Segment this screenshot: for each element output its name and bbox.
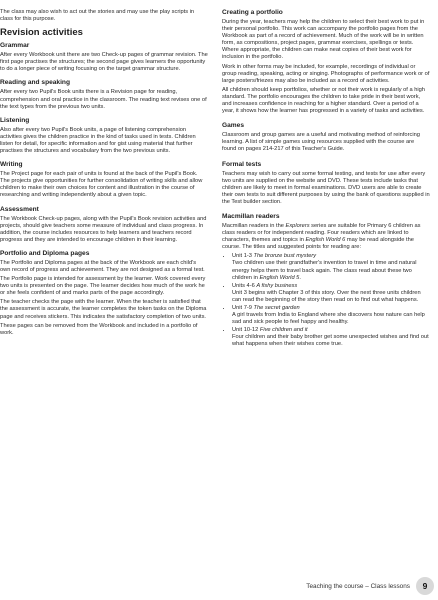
creating-portfolio-paragraph: Work in other forms may be included, for example, recordings of individual or group reading, speaking, acting or singing. Photographs of performance work or of large posters/friezes may also be included as a record of activities. <box>222 63 430 84</box>
footer-section-title: Teaching the course – Class lessons <box>306 582 410 590</box>
creating-portfolio-heading: Creating a portfolio <box>222 9 283 16</box>
formal-tests-paragraph: Teachers may wish to carry out some formal testing, and tests for use after every two units are supplied on the website and DVD. These tests include tasks that children are likely to meet in formal examinations. DVD users are able to create their own tests to suit different purposes by using the bank of questions supplied in the Test builder section. <box>222 170 430 205</box>
assessment-paragraph: The Workbook Check-up pages, along with the Pupil's Book revision activities and projects, should give teachers some measure of individual and class progress. In addition, the course includes resources to help learners and teachers record progress and they are intended to encourage children in their learning. <box>0 215 207 243</box>
page-heading: Revision activities <box>0 27 83 39</box>
portfolio-diploma-heading: Portfolio and Diploma pages <box>0 249 90 257</box>
reader-title-item: • Unit 10-12 Five children and it Four children and their baby brother get some unexpected wishes and find out what happens when their wishes come true. <box>232 327 430 348</box>
reader-title-item: • Units 4-6 A fishy business Unit 3 begins with Chapter 3 of this story. Over the next three units children can read the beginning of the story then read on to find out what happens. <box>232 283 430 304</box>
reading-speaking-heading: Reading and speaking <box>0 79 70 87</box>
reading-speaking-paragraph: After every two Pupil's Book units there is a Revision page for reading, comprehension and oral practice in the classroom. The reading text revises one of the text types from the previous two units. <box>0 89 207 110</box>
formal-tests-heading: Formal tests <box>222 160 262 168</box>
macmillan-readers-paragraph: Macmillan readers in the Explorers series are suitable for Primary 6 children as class readers or for independent reading. Four readers which are linked to characters, themes and topics in English World 6 may be read alongside the course. The titles and suggested points for reading are: <box>222 222 421 251</box>
games-heading: Games <box>222 122 244 130</box>
grammar-paragraph: After every Workbook unit there are two Check-up pages of grammar revision. The first page practises the structures; the second page gives learners the opportunity to do a longer piece of writing focusing on the target grammar structure. <box>0 52 208 73</box>
page-number-badge: 9 <box>416 577 434 595</box>
creating-portfolio-paragraph: All children should keep portfolios, whether or not their work is regularly of a high standard. The portfolio encourages the children to take pride in their best work, and increases confidence in reaching for a higher standard. Over a period of a year, it shows how the learner has progressed in a variety of tasks and activities. <box>222 86 425 115</box>
portfolio-diploma-paragraph: The Portfolio page is intended for assessment by the learner. Work covered every two units is presented on the page. The learner decides how much of the work he or she feels confident of and marks parts of the page accordingly. <box>0 276 206 297</box>
portfolio-diploma-paragraph: These pages can be removed from the Workbook and included in a portfolio of work. <box>0 322 198 336</box>
grammar-heading: Grammar <box>0 42 30 50</box>
reader-title-item: • Unit 7-9 The secret garden A girl travels from India to England where she discovers how nature can help sad and sick people to feel happy and healthy. <box>232 305 430 326</box>
reader-titles-list <box>222 253 430 348</box>
macmillan-readers-heading: Macmillan readers <box>222 212 280 220</box>
listening-heading: Listening <box>0 116 30 124</box>
portfolio-diploma-paragraph: The Portfolio and Diploma pages at the back of the Workbook are each child's own record of progress and achievement. They are not designed as a formal test. <box>0 259 205 273</box>
left-column <box>0 9 208 339</box>
writing-heading: Writing <box>0 161 23 169</box>
games-paragraph: Classroom and group games are a useful and motivating method of reinforcing learning. A list of simple games using resources supplied with the course are found on pages 214-217 of this Teacher's Guide. <box>222 132 420 153</box>
writing-paragraph: The Project page for each pair of units is found at the back of the Pupil's Book. The projects give opportunities for further consolidation of writing skills and allow children to make their own choices for content and illustration in the course of researching and writing independently about a given topic. <box>0 171 203 199</box>
right-column <box>222 9 430 350</box>
intro-paragraph: The class may also wish to act out the stories and may use the play scripts in class for this purpose. <box>0 9 195 23</box>
portfolio-diploma-paragraph: The teacher checks the page with the learner. When the teacher is satisfied that the assessment is accurate, the learner completes the token tasks on the Diploma page and receives stickers. This indicates the satisfactory completion of two units. <box>0 299 207 320</box>
page-footer <box>306 576 434 596</box>
reader-title-item: • Unit 1-3 The bronze bust mystery Two children use their grandfather's invention to travel in time and natural energy helps them to travel back again. The class read about these two children in English World 5. <box>232 253 430 281</box>
assessment-heading: Assessment <box>0 205 39 213</box>
creating-portfolio-paragraph: During the year, teachers may help the children to select their best work to put in their personal portfolio. This work can accompany the portfolio pages from the Workbook as part of a record of achievement. Much of the work will be in written form, as compositions, project pages, grammar exercises, spellings or tests. Where appropriate, the children can make neat copies of their best work for inclusion in the portfolio. <box>222 19 425 61</box>
listening-paragraph: Also after every two Pupil's Book units, a page of listening comprehension activities gives the children practice in the kind of tasks used in tests. Children listen for detail, for specific information and for gist using material that further practises the structures and vocabulary from the two previous units. <box>0 126 196 155</box>
